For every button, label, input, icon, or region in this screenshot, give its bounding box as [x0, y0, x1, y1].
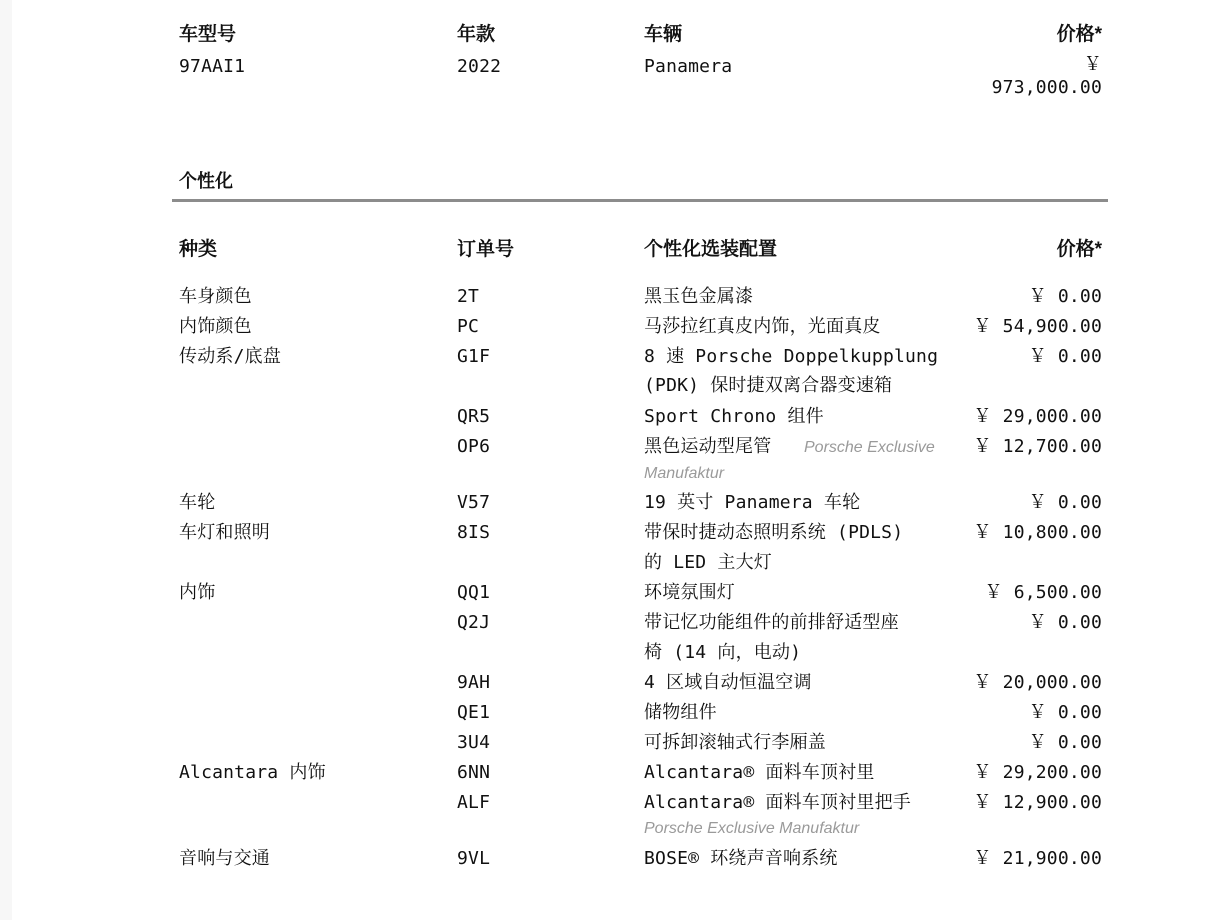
- table-row-option: Alcantara® 面料车顶衬里把手: [644, 792, 912, 813]
- header-model: 车型号: [179, 24, 237, 45]
- table-row-code: QR5: [457, 406, 491, 427]
- table-row-code: 6NN: [457, 762, 491, 783]
- table-row-category: 车轮: [179, 492, 216, 513]
- table-row-option: 储物组件: [644, 702, 717, 723]
- year-value: 2022: [457, 56, 502, 77]
- model-value: 97AAI1: [179, 56, 246, 77]
- table-row-code: QE1: [457, 702, 491, 723]
- table-row-price: ￥ 0.00: [1028, 286, 1102, 307]
- table-row-price: ￥ 29,000.00: [973, 406, 1102, 427]
- table-row-option: 马莎拉红真皮内饰，光面真皮: [644, 316, 881, 337]
- table-row-category: 传动系/底盘: [179, 346, 282, 367]
- table-row-option: BOSE® 环绕声音响系统: [644, 848, 838, 869]
- table-row-option: 黑色运动型尾管: [644, 436, 772, 457]
- table-row-price: ￥ 12,900.00: [973, 792, 1102, 813]
- table-row-category: 车身颜色: [179, 286, 252, 307]
- table-row-code: PC: [457, 316, 480, 337]
- table-row-price: ￥ 0.00: [1028, 732, 1102, 753]
- table-row-price: ￥ 10,800.00: [973, 522, 1102, 543]
- table-row-option: 19 英寸 Panamera 车轮: [644, 492, 861, 513]
- table-row-option: Alcantara® 面料车顶衬里: [644, 762, 875, 783]
- table-row-category: 车灯和照明: [179, 522, 270, 543]
- table-row-price: ￥ 0.00: [1028, 346, 1102, 367]
- table-row-code: OP6: [457, 436, 491, 457]
- header-price: 价格*: [1056, 24, 1102, 45]
- table-row-code: 9AH: [457, 672, 491, 693]
- table-row-option-line2: 的 LED 主大灯: [644, 552, 772, 573]
- table-row-option: 环境氛围灯: [644, 582, 735, 603]
- table-row-price: ￥ 0.00: [1028, 702, 1102, 723]
- table-row-price: ￥ 0.00: [1028, 492, 1102, 513]
- table-row-option: 黑玉色金属漆: [644, 286, 754, 307]
- table-row-note: Porsche Exclusive Manufaktur: [644, 820, 860, 837]
- table-row-option: 带保时捷动态照明系统 (PDLS): [644, 522, 904, 543]
- table-row-code: G1F: [457, 346, 491, 367]
- table-row-code: ALF: [457, 792, 491, 813]
- table-row-option-line2: 椅 (14 向，电动): [644, 642, 802, 663]
- table-row-code: Q2J: [457, 612, 491, 633]
- table-row-option-line2: (PDK) 保时捷双离合器变速箱: [644, 375, 893, 396]
- table-row-price: ￥ 20,000.00: [973, 672, 1102, 693]
- table-row-price: ￥ 54,900.00: [973, 316, 1102, 337]
- column-header-option: 个性化选装配置: [644, 239, 778, 260]
- table-row-code: V57: [457, 492, 491, 513]
- column-header-price: 价格*: [1056, 239, 1102, 260]
- table-row-code: 2T: [457, 286, 480, 307]
- table-row-note-line2: Manufaktur: [644, 465, 725, 482]
- table-row-category: 内饰颜色: [179, 316, 252, 337]
- base-price-value: 973,000.00: [991, 77, 1102, 98]
- table-row-option: 8 速 Porsche Doppelkupplung: [644, 346, 939, 367]
- column-header-category: 种类: [179, 239, 218, 260]
- section-divider: [172, 199, 1108, 202]
- table-row-code: 3U4: [457, 732, 491, 753]
- table-row-category: 音响与交通: [179, 848, 270, 869]
- table-row-price: ￥ 6,500.00: [984, 582, 1102, 603]
- table-row-price: ￥ 29,200.00: [973, 762, 1102, 783]
- table-row-price: ￥ 21,900.00: [973, 848, 1102, 869]
- table-row-note: Porsche Exclusive: [804, 439, 935, 456]
- section-title: 个性化: [179, 171, 233, 191]
- table-row-category: Alcantara 内饰: [179, 762, 326, 783]
- header-year: 年款: [457, 24, 496, 45]
- table-row-code: 8IS: [457, 522, 491, 543]
- table-row-option: 可拆卸滚轴式行李厢盖: [644, 732, 826, 753]
- table-row-option: 带记忆功能组件的前排舒适型座: [644, 612, 899, 633]
- table-row-option: 4 区域自动恒温空调: [644, 672, 812, 693]
- table-row-code: QQ1: [457, 582, 491, 603]
- table-row-option: Sport Chrono 组件: [644, 406, 824, 427]
- table-row-price: ￥ 12,700.00: [973, 436, 1102, 457]
- table-row-price: ￥ 0.00: [1028, 612, 1102, 633]
- header-vehicle: 车辆: [644, 24, 683, 45]
- currency-symbol: ￥: [1083, 54, 1102, 75]
- table-row-category: 内饰: [179, 582, 216, 603]
- table-row-code: 9VL: [457, 848, 491, 869]
- vehicle-value: Panamera: [644, 56, 733, 77]
- column-header-code: 订单号: [457, 239, 515, 260]
